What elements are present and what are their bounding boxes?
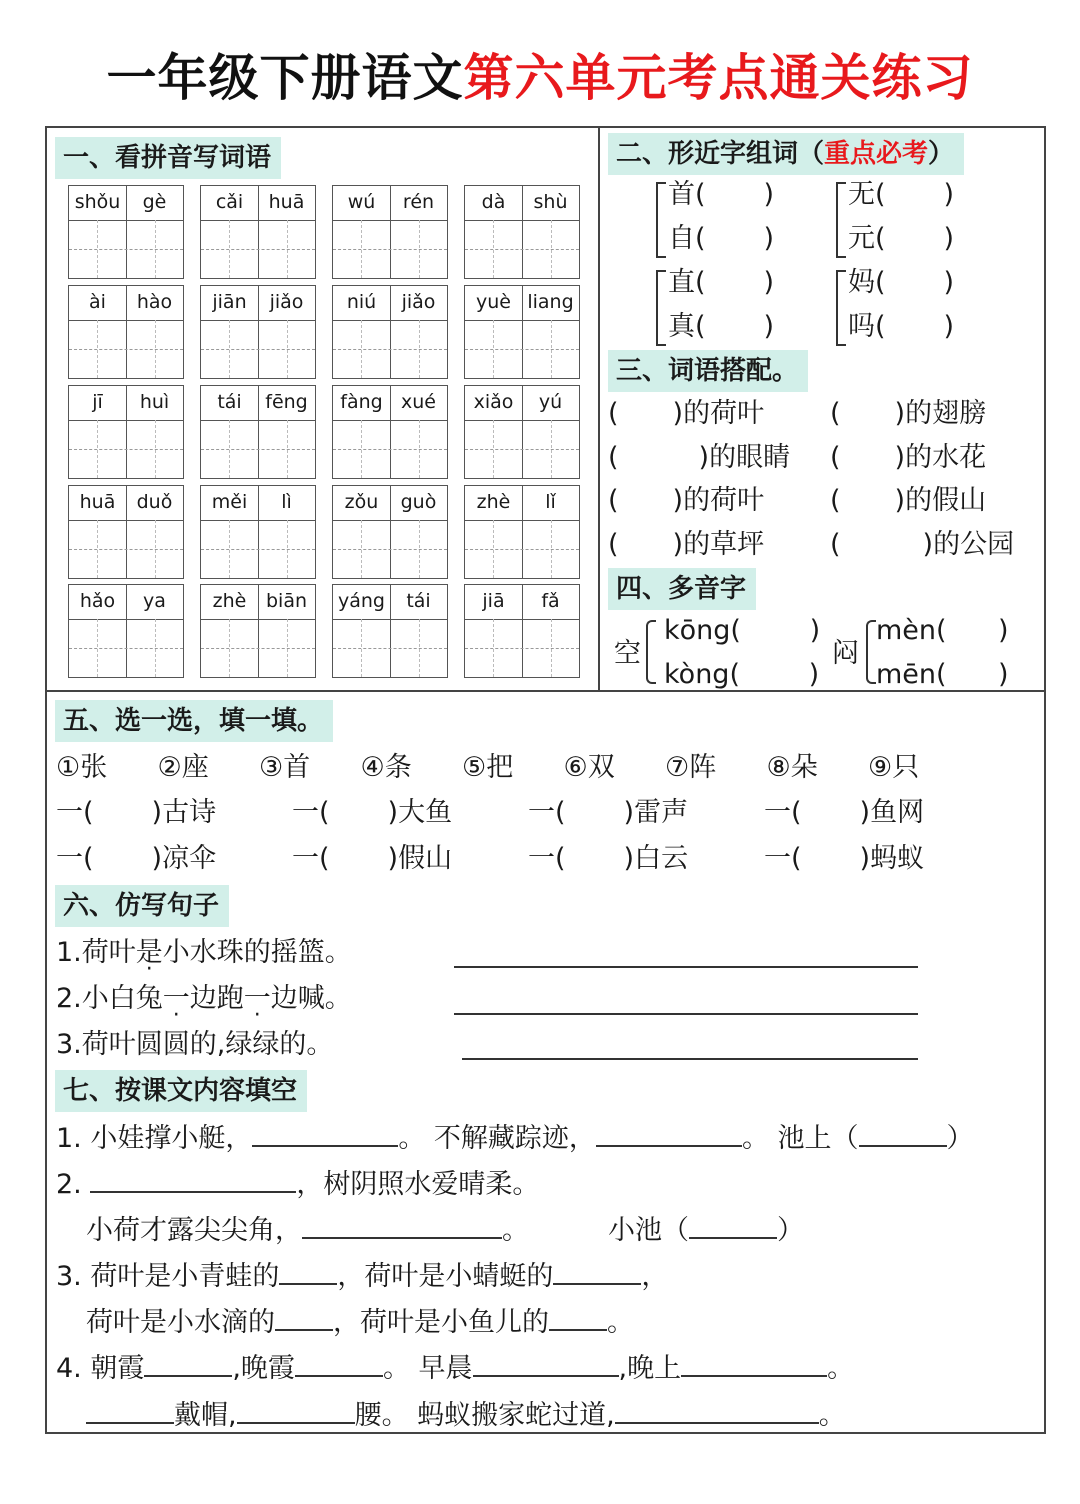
similar-char-item: 真( ) bbox=[668, 311, 775, 342]
q4-blank-5 bbox=[86, 1398, 174, 1424]
similar-char: 自 bbox=[668, 223, 695, 254]
pinyin-cell[interactable] bbox=[464, 584, 580, 678]
page-title bbox=[0, 38, 1080, 110]
match-word: 的假山 bbox=[905, 485, 987, 516]
pinyin-cell[interactable] bbox=[332, 285, 448, 379]
pinyin-syllable: jiā bbox=[482, 590, 505, 612]
pinyin-cell[interactable] bbox=[464, 385, 580, 479]
q2-a: 2. bbox=[56, 1169, 82, 1200]
q4-blank-1 bbox=[144, 1351, 232, 1377]
q3-blank-4 bbox=[549, 1305, 607, 1331]
blank-noun: 大鱼 bbox=[398, 797, 453, 828]
q2-e: 小池（ bbox=[608, 1215, 689, 1246]
polyphone-reading-1b: kòng( ) bbox=[664, 659, 820, 690]
q2-c: 小荷才露尖尖角， bbox=[86, 1215, 302, 1246]
section7-heading: 七、按课文内容填空 bbox=[55, 1070, 307, 1112]
guide-line bbox=[419, 220, 420, 278]
fill-q3-line2 bbox=[86, 1305, 634, 1340]
q1-blank-2 bbox=[596, 1121, 742, 1147]
guide-line bbox=[155, 619, 156, 677]
s2-part-a: 2.小白兔 bbox=[56, 983, 163, 1014]
guide-line bbox=[551, 320, 552, 378]
cell-divider bbox=[258, 186, 259, 278]
measure-word-option: ⑤把 bbox=[462, 752, 514, 783]
blank-noun: 蚂蚁 bbox=[870, 843, 925, 874]
similar-char-item: 无( ) bbox=[848, 179, 955, 210]
section5-heading: 五、选一选，填一填。 bbox=[55, 700, 333, 742]
reading-2a: mèn bbox=[876, 615, 937, 646]
pinyin-syllable: tái bbox=[406, 590, 431, 612]
guide-line bbox=[287, 520, 288, 578]
cell-divider bbox=[126, 186, 127, 278]
blank-prefix: 一( bbox=[56, 797, 94, 828]
measure-word-option: ①张 bbox=[56, 752, 108, 783]
similar-char-item: 吗( ) bbox=[848, 311, 955, 342]
guide-line bbox=[493, 320, 494, 378]
cell-divider bbox=[390, 186, 391, 278]
pinyin-cell[interactable] bbox=[68, 485, 184, 579]
word-match-item: ( )的公园 bbox=[830, 529, 1015, 560]
similar-char: 无 bbox=[848, 179, 875, 210]
q4-blank-2 bbox=[295, 1351, 383, 1377]
pinyin-syllable: duǒ bbox=[136, 491, 173, 513]
measure-word-blank: 一( )大鱼 bbox=[292, 797, 453, 828]
guide-line bbox=[229, 320, 230, 378]
guide-line bbox=[333, 549, 447, 550]
fill-q4-line1 bbox=[56, 1351, 854, 1386]
pinyin-syllable: cǎi bbox=[215, 191, 244, 213]
q4-blank-3 bbox=[473, 1351, 619, 1377]
match-word: 的公园 bbox=[933, 529, 1015, 560]
pinyin-syllable: wú bbox=[347, 191, 376, 213]
q4-e: 。 bbox=[827, 1353, 855, 1384]
measure-word-blank: 一( )凉伞 bbox=[56, 843, 217, 874]
reading-1a: kōng bbox=[664, 615, 731, 646]
guide-line bbox=[97, 320, 98, 378]
q4-c: 。 早晨 bbox=[382, 1353, 473, 1384]
cell-divider bbox=[258, 486, 259, 578]
pinyin-syllable: tái bbox=[217, 391, 242, 413]
section2-heading bbox=[608, 133, 964, 175]
q4-blank-6 bbox=[237, 1398, 355, 1424]
pinyin-syllable: hào bbox=[136, 291, 173, 313]
similar-char-item: 直( ) bbox=[668, 267, 775, 298]
guide-line bbox=[155, 420, 156, 478]
polyphone-reading-1a: kōng( ) bbox=[664, 615, 821, 646]
pinyin-syllable: ài bbox=[89, 291, 106, 313]
q2-f: ） bbox=[777, 1215, 804, 1246]
polyphone-brace-2 bbox=[866, 620, 876, 684]
word-match-item: ( )的假山 bbox=[830, 485, 987, 516]
q1-blank-1 bbox=[252, 1121, 398, 1147]
answer-line-2 bbox=[454, 1013, 918, 1015]
pinyin-syllable: yú bbox=[538, 391, 563, 413]
pinyin-syllable: fàng bbox=[340, 391, 383, 413]
pinyin-cell[interactable] bbox=[332, 584, 448, 678]
similar-char: 直 bbox=[668, 267, 695, 298]
section2-heading-text: 二、形近字组词（ bbox=[616, 139, 825, 169]
cell-divider bbox=[522, 585, 523, 677]
q4-h: 。 bbox=[818, 1400, 846, 1431]
pinyin-syllable: fēng bbox=[265, 391, 308, 413]
guide-line bbox=[465, 349, 579, 350]
guide-line bbox=[155, 520, 156, 578]
guide-line bbox=[201, 648, 315, 649]
q2-blank-3 bbox=[689, 1213, 777, 1239]
blank-noun: 雷声 bbox=[634, 797, 689, 828]
imitate-sentence-3: 3.荷叶圆圆的,绿绿的。 bbox=[56, 1029, 334, 1060]
guide-line bbox=[287, 320, 288, 378]
guide-line bbox=[361, 220, 362, 278]
blank-prefix: 一( bbox=[292, 797, 330, 828]
reading-1b: kòng bbox=[664, 659, 730, 690]
section4-heading: 四、多音字 bbox=[608, 568, 756, 610]
pinyin-syllable: shù bbox=[533, 191, 568, 213]
pinyin-syllable: měi bbox=[211, 491, 248, 513]
q3-e: ，荷叶是小鱼儿的 bbox=[333, 1307, 549, 1338]
q4-d: ,晚上 bbox=[618, 1353, 682, 1384]
similar-char-item: 元( ) bbox=[848, 223, 955, 254]
word-match-item: ( )的眼睛 bbox=[608, 442, 791, 473]
cell-divider bbox=[390, 585, 391, 677]
s2-part-e: 边喊。 bbox=[270, 983, 352, 1014]
guide-line bbox=[97, 420, 98, 478]
guide-line bbox=[69, 549, 183, 550]
q1-c: 。 池上（ bbox=[741, 1123, 859, 1154]
q3-c: ， bbox=[641, 1261, 669, 1292]
pinyin-cell[interactable] bbox=[200, 285, 316, 379]
guide-line bbox=[493, 619, 494, 677]
blank-prefix: 一( bbox=[764, 797, 802, 828]
blank-noun: 凉伞 bbox=[162, 843, 217, 874]
guide-line bbox=[333, 648, 447, 649]
match-word: 的荷叶 bbox=[683, 398, 765, 429]
guide-line bbox=[201, 249, 315, 250]
guide-line bbox=[97, 520, 98, 578]
pinyin-cell[interactable] bbox=[332, 185, 448, 279]
polyphone-reading-2a: mèn( ) bbox=[876, 615, 1009, 646]
guide-line bbox=[361, 520, 362, 578]
q3-b: ，荷叶是小蜻蜓的 bbox=[337, 1261, 554, 1292]
reading-2b: mēn bbox=[876, 659, 937, 690]
word-match-item: ( )的水花 bbox=[830, 442, 987, 473]
q1-d: ） bbox=[946, 1123, 974, 1154]
pinyin-cell[interactable] bbox=[464, 285, 580, 379]
guide-line bbox=[229, 420, 230, 478]
section6-heading: 六、仿写句子 bbox=[55, 885, 229, 927]
guide-line bbox=[201, 349, 315, 350]
pinyin-syllable: xué bbox=[401, 391, 436, 413]
guide-line bbox=[69, 249, 183, 250]
guide-line bbox=[333, 449, 447, 450]
pinyin-cell[interactable] bbox=[68, 385, 184, 479]
measure-word-blank: 一( )假山 bbox=[292, 843, 453, 874]
section2-heading-key: 重点必考 bbox=[824, 139, 929, 169]
title-part1: 一年级下册语文 bbox=[106, 49, 464, 107]
q3-f: 。 bbox=[607, 1307, 634, 1338]
q4-blank-7 bbox=[615, 1398, 819, 1424]
q3-blank-3 bbox=[275, 1305, 333, 1331]
imitate-sentence-2 bbox=[56, 982, 352, 1016]
pinyin-syllable: ya bbox=[143, 590, 166, 612]
measure-word-option: ⑦阵 bbox=[665, 752, 717, 783]
pinyin-syllable: huì bbox=[139, 391, 170, 413]
match-word: 的荷叶 bbox=[683, 485, 765, 516]
guide-line bbox=[229, 520, 230, 578]
pinyin-syllable: hǎo bbox=[79, 590, 116, 612]
cell-divider bbox=[258, 386, 259, 478]
measure-word-option: ⑧朵 bbox=[766, 752, 818, 783]
similar-char: 吗 bbox=[848, 311, 875, 342]
guide-line bbox=[155, 320, 156, 378]
guide-line bbox=[551, 420, 552, 478]
pinyin-syllable: gè bbox=[142, 191, 167, 213]
blank-prefix: 一( bbox=[528, 843, 566, 874]
cell-divider bbox=[126, 386, 127, 478]
fill-q2-line1 bbox=[56, 1167, 539, 1202]
divider-vertical bbox=[598, 126, 600, 692]
q4-blank-4 bbox=[681, 1351, 827, 1377]
q4-g: 腰。 蚂蚁搬家蛇过道, bbox=[354, 1400, 615, 1431]
blank-prefix: 一( bbox=[292, 843, 330, 874]
guide-line bbox=[493, 220, 494, 278]
guide-line bbox=[361, 420, 362, 478]
guide-line bbox=[551, 619, 552, 677]
cell-divider bbox=[522, 386, 523, 478]
measure-word-option: ⑨只 bbox=[868, 752, 920, 783]
pinyin-cell[interactable] bbox=[200, 185, 316, 279]
guide-line bbox=[69, 449, 183, 450]
pinyin-syllable: jiǎo bbox=[401, 291, 436, 313]
q2-b: ，树阴照水爱晴柔。 bbox=[296, 1169, 540, 1200]
cell-divider bbox=[258, 585, 259, 677]
pair-bracket bbox=[836, 270, 846, 346]
similar-char-item: 妈( ) bbox=[848, 267, 955, 298]
q1-a: 1. 小娃撑小艇， bbox=[56, 1123, 253, 1154]
cell-divider bbox=[522, 486, 523, 578]
guide-line bbox=[201, 549, 315, 550]
section2-heading-end: ） bbox=[928, 139, 955, 169]
measure-word-option: ③首 bbox=[259, 752, 311, 783]
s1-part-c: 小水珠的摇篮。 bbox=[162, 937, 352, 968]
cell-divider bbox=[390, 486, 391, 578]
guide-line bbox=[419, 619, 420, 677]
match-word: 的水花 bbox=[905, 442, 987, 473]
guide-line bbox=[155, 220, 156, 278]
pinyin-syllable: liang bbox=[527, 291, 574, 313]
guide-line bbox=[333, 349, 447, 350]
pinyin-cell[interactable] bbox=[200, 485, 316, 579]
pinyin-syllable: lì bbox=[281, 491, 292, 513]
s2-part-b: 一 bbox=[162, 983, 190, 1014]
polyphone-brace-1 bbox=[646, 620, 656, 684]
blank-noun: 假山 bbox=[398, 843, 453, 874]
guide-line bbox=[419, 420, 420, 478]
guide-line bbox=[551, 520, 552, 578]
pinyin-cell[interactable] bbox=[68, 285, 184, 379]
match-word: 的眼睛 bbox=[709, 442, 791, 473]
guide-line bbox=[287, 420, 288, 478]
q3-d: 荷叶是小水滴的 bbox=[86, 1307, 275, 1338]
blank-noun: 鱼网 bbox=[870, 797, 925, 828]
measure-word-blank: 一( )雷声 bbox=[528, 797, 689, 828]
similar-char: 妈 bbox=[848, 267, 875, 298]
q4-a: 4. 朝霞 bbox=[56, 1353, 145, 1384]
similar-char: 真 bbox=[668, 311, 695, 342]
guide-line bbox=[361, 619, 362, 677]
pinyin-cell[interactable] bbox=[332, 485, 448, 579]
pinyin-syllable: yáng bbox=[338, 590, 385, 612]
pinyin-syllable: jiān bbox=[212, 291, 247, 313]
q3-a: 3. 荷叶是小青蛙的 bbox=[56, 1261, 280, 1292]
cell-divider bbox=[522, 186, 523, 278]
q2-blank-2 bbox=[302, 1213, 502, 1239]
guide-line bbox=[69, 648, 183, 649]
guide-line bbox=[201, 449, 315, 450]
pinyin-syllable: guò bbox=[400, 491, 437, 513]
guide-line bbox=[287, 619, 288, 677]
measure-word-blank: 一( )古诗 bbox=[56, 797, 217, 828]
section1-heading: 一、看拼音写词语 bbox=[55, 137, 281, 179]
q2-d: 。 bbox=[502, 1215, 529, 1246]
measure-word-blank: 一( )蚂蚁 bbox=[764, 843, 925, 874]
pinyin-cell[interactable] bbox=[200, 584, 316, 678]
pair-bracket bbox=[656, 270, 666, 346]
match-word: 的翅膀 bbox=[905, 398, 987, 429]
guide-line bbox=[465, 648, 579, 649]
s1-part-b: 是 bbox=[135, 937, 163, 968]
cell-divider bbox=[390, 386, 391, 478]
pinyin-syllable: yuè bbox=[476, 291, 511, 313]
guide-line bbox=[493, 520, 494, 578]
q2-blank-1 bbox=[90, 1167, 296, 1193]
pinyin-syllable: zhè bbox=[476, 491, 511, 513]
cell-divider bbox=[258, 286, 259, 378]
guide-line bbox=[361, 320, 362, 378]
measure-word-option: ⑥双 bbox=[563, 752, 615, 783]
word-match-item: ( )的翅膀 bbox=[830, 398, 987, 429]
polyphone-char-2: 闷 bbox=[832, 638, 859, 669]
word-match-item: ( )的荷叶 bbox=[608, 398, 765, 429]
cell-divider bbox=[126, 286, 127, 378]
q1-blank-3 bbox=[859, 1121, 947, 1147]
s1-part-a: 1.荷叶 bbox=[56, 937, 136, 968]
guide-line bbox=[229, 619, 230, 677]
guide-line bbox=[465, 549, 579, 550]
s2-part-d: 一 bbox=[243, 983, 271, 1014]
guide-line bbox=[551, 220, 552, 278]
guide-line bbox=[419, 320, 420, 378]
answer-line-1 bbox=[454, 966, 918, 968]
pinyin-syllable: xiǎo bbox=[473, 391, 514, 413]
title-part2: 第六单元考点通关练习 bbox=[463, 49, 974, 107]
q4-b: ,晚霞 bbox=[232, 1353, 295, 1384]
fill-q1 bbox=[56, 1121, 974, 1156]
pair-bracket bbox=[656, 182, 666, 258]
imitate-sentence-1 bbox=[56, 936, 352, 970]
pinyin-syllable: dà bbox=[481, 191, 506, 213]
measure-word-option: ②座 bbox=[157, 752, 209, 783]
guide-line bbox=[97, 619, 98, 677]
q1-b: 。 不解藏踪迹， bbox=[398, 1123, 596, 1154]
pinyin-syllable: fǎ bbox=[541, 590, 560, 612]
blank-noun: 白云 bbox=[634, 843, 689, 874]
pinyin-cell[interactable] bbox=[464, 485, 580, 579]
q3-blank-2 bbox=[553, 1259, 641, 1285]
answer-line-3 bbox=[462, 1058, 918, 1060]
measure-word-option: ④条 bbox=[360, 752, 412, 783]
section3-heading: 三、词语搭配。 bbox=[608, 350, 808, 392]
fill-q3-line1 bbox=[56, 1259, 668, 1294]
cell-divider bbox=[126, 486, 127, 578]
q3-blank-1 bbox=[279, 1259, 337, 1285]
pinyin-syllable: jī bbox=[92, 391, 103, 413]
pinyin-syllable: huā bbox=[268, 191, 305, 213]
guide-line bbox=[493, 420, 494, 478]
similar-char-item: 首( ) bbox=[668, 179, 775, 210]
polyphone-reading-2b: mēn( ) bbox=[876, 659, 1009, 690]
guide-line bbox=[465, 249, 579, 250]
pinyin-syllable: biān bbox=[265, 590, 308, 612]
word-match-item: ( )的草坪 bbox=[608, 529, 765, 560]
guide-line bbox=[229, 220, 230, 278]
word-match-item: ( )的荷叶 bbox=[608, 485, 765, 516]
fill-q4-line2 bbox=[86, 1398, 846, 1433]
guide-line bbox=[69, 349, 183, 350]
blank-prefix: 一( bbox=[528, 797, 566, 828]
pinyin-syllable: zhè bbox=[212, 590, 247, 612]
pinyin-syllable: niú bbox=[346, 291, 377, 313]
pinyin-syllable: lǐ bbox=[545, 491, 556, 513]
match-word: 的草坪 bbox=[683, 529, 765, 560]
guide-line bbox=[465, 449, 579, 450]
similar-char-item: 自( ) bbox=[668, 223, 775, 254]
blank-noun: 古诗 bbox=[162, 797, 217, 828]
measure-word-blank: 一( )鱼网 bbox=[764, 797, 925, 828]
pinyin-cell[interactable] bbox=[464, 185, 580, 279]
guide-line bbox=[287, 220, 288, 278]
pinyin-syllable: rén bbox=[402, 191, 435, 213]
similar-char: 首 bbox=[668, 179, 695, 210]
s2-part-c: 边跑 bbox=[189, 983, 244, 1014]
pinyin-syllable: zǒu bbox=[344, 491, 379, 513]
fill-q2-line2 bbox=[86, 1213, 529, 1248]
cell-divider bbox=[390, 286, 391, 378]
fill-q2-pool bbox=[608, 1213, 804, 1248]
blank-prefix: 一( bbox=[764, 843, 802, 874]
guide-line bbox=[419, 520, 420, 578]
pinyin-syllable: jiǎo bbox=[269, 291, 304, 313]
guide-line bbox=[333, 249, 447, 250]
pinyin-cell[interactable] bbox=[68, 584, 184, 678]
cell-divider bbox=[126, 585, 127, 677]
cell-divider bbox=[522, 286, 523, 378]
pinyin-cell[interactable] bbox=[68, 185, 184, 279]
pinyin-cell[interactable] bbox=[332, 385, 448, 479]
pinyin-cell[interactable] bbox=[200, 385, 316, 479]
blank-prefix: 一( bbox=[56, 843, 94, 874]
q4-f: 戴帽, bbox=[174, 1400, 237, 1431]
similar-char: 元 bbox=[848, 223, 875, 254]
pinyin-syllable: huā bbox=[79, 491, 116, 513]
polyphone-char-1: 空 bbox=[614, 638, 641, 669]
guide-line bbox=[97, 220, 98, 278]
pair-bracket bbox=[836, 182, 846, 258]
measure-word-blank: 一( )白云 bbox=[528, 843, 689, 874]
pinyin-syllable: shǒu bbox=[74, 191, 121, 213]
